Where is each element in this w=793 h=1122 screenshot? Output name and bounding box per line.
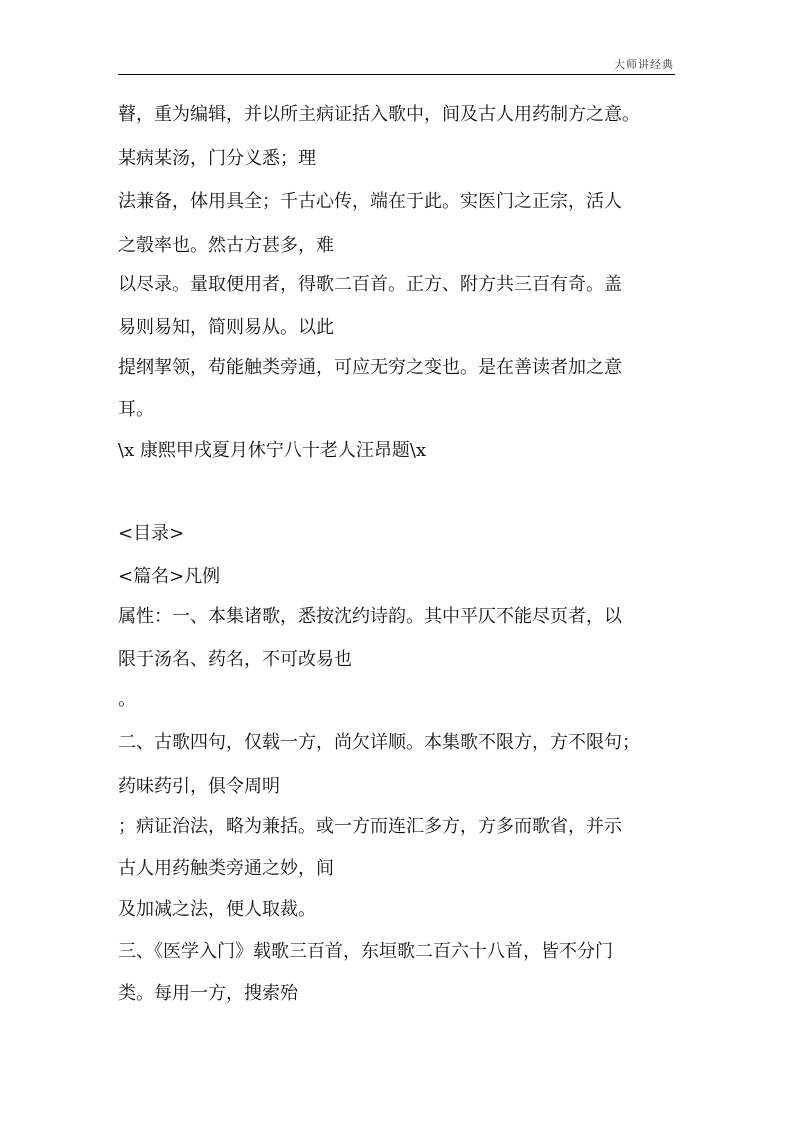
- text-line: 以尽录。量取便用者，得歌二百首。正方、附方共三百有奇。盖: [118, 274, 622, 295]
- text-line: ；病证治法，略为兼括。或一方而连汇多方，方多而歌省，并示: [118, 816, 622, 837]
- text-line: 提纲挈领，苟能触类旁通，可应无穷之变也。是在善读者加之意: [118, 357, 622, 378]
- text-line: 二、古歌四句，仅载一方，尚欠详顺。本集歌不限方，方不限句；: [118, 732, 640, 753]
- header-divider: [118, 74, 675, 75]
- text-line: 之彀率也。然古方甚多，难: [118, 235, 334, 256]
- text-line: 限于汤名、药名，不可改易也: [118, 649, 352, 670]
- text-line: 及加减之法，便人取裁。: [118, 899, 316, 920]
- running-title: 大师讲经典: [614, 58, 674, 71]
- text-line: 属性：一、本集诸歌，悉按沈约诗韵。其中平仄不能尽页者，以: [118, 606, 622, 627]
- text-line: 类。每用一方，搜索殆: [118, 983, 298, 1004]
- text-line: 。: [118, 689, 136, 710]
- text-line: 耳。: [118, 399, 154, 420]
- text-line: 三、《医学入门》载歌三百首，东垣歌二百六十八首，皆不分门: [118, 941, 613, 962]
- toc-heading: <目录>: [118, 523, 185, 544]
- text-line: 某病某汤，门分义悉；理: [118, 148, 316, 169]
- signature-line: \x 康熙甲戌夏月休宁八十老人汪昂题\x: [118, 440, 427, 461]
- text-line: 易则易知，简则易从。以此: [118, 317, 334, 338]
- text-line: 药味药引，俱令周明: [118, 776, 280, 797]
- text-line: 瞽，重为编辑，并以所主病证括入歌中，间及古人用药制方之意。: [118, 104, 640, 125]
- text-line: 法兼备，体用具全；千古心传，端在于此。实医门之正宗，活人: [118, 191, 622, 212]
- section-title: <篇名>凡例: [118, 566, 221, 587]
- text-line: 古人用药触类旁通之妙，间: [118, 858, 334, 879]
